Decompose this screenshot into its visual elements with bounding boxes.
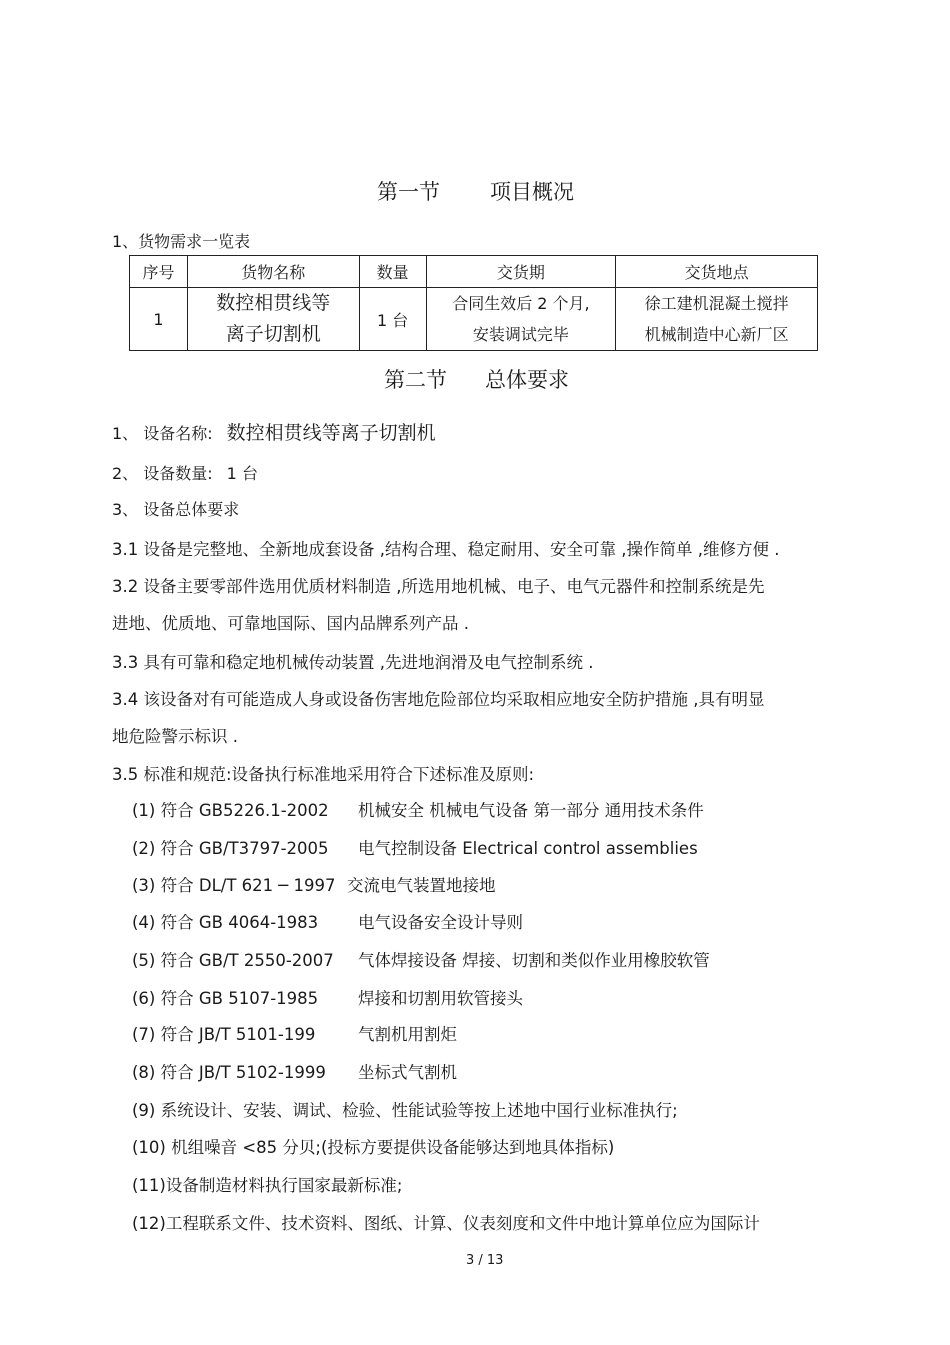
- cell-name-line1: 数控相贯线等: [216, 292, 331, 314]
- para-3-4-line1: 3.4 该设备对有可能造成人身或设备伤害地危险部位均采取相应地安全防护措施 ,具有明显: [112, 690, 765, 709]
- section-1-heading: [377, 176, 574, 206]
- standard-code: (3) 符合 DL/T 621 ─ 1997: [132, 876, 336, 895]
- goods-table: [129, 255, 818, 351]
- para-3-2-line1: 3.2 设备主要零部件选用优质材料制造 ,所选用地机械、电子、电气元器件和控制系统是先: [112, 577, 765, 596]
- para-3-2-line2: 进地、优质地、可靠地国际、国内品牌系列产品 .: [112, 614, 469, 633]
- standard-desc: 坐标式气割机: [358, 1063, 457, 1082]
- table-label: 1、货物需求一览表: [112, 232, 251, 251]
- standard-desc: 焊接和切割用软管接头: [358, 989, 523, 1008]
- cell-delivery-line1: 合同生效后 2 个月,: [452, 294, 590, 313]
- cell-delivery: [426, 288, 616, 351]
- section-1-number: 第一节: [377, 180, 440, 204]
- standard-desc: 交流电气装置地接地: [347, 876, 496, 895]
- header-delivery: 交货期: [426, 256, 616, 288]
- standard-code: (1) 符合 GB5226.1-2002: [132, 801, 329, 820]
- item-11: (11)设备制造材料执行国家最新标准;: [132, 1176, 403, 1195]
- standard-desc: 气割机用割炬: [358, 1025, 457, 1044]
- table-header-row: [130, 256, 818, 288]
- cell-name-line2: 离子切割机: [225, 323, 321, 345]
- cell-seq: 1: [130, 288, 188, 351]
- standard-code: (2) 符合 GB/T3797-2005: [132, 839, 329, 858]
- section-2-title: 总体要求: [485, 368, 569, 392]
- header-name: 货物名称: [187, 256, 359, 288]
- item-2-value: 1 台: [226, 464, 258, 483]
- standard-code: (6) 符合 GB 5107-1985: [132, 989, 319, 1008]
- standard-desc: 电气设备安全设计导则: [358, 913, 523, 932]
- cell-qty: 1 台: [359, 288, 426, 351]
- standard-code: (8) 符合 JB/T 5102-1999: [132, 1063, 326, 1082]
- item-9: (9) 系统设计、安装、调试、检验、性能试验等按上述地中国行业标准执行;: [132, 1101, 678, 1120]
- cell-place-line2: 机械制造中心新厂区: [644, 325, 789, 344]
- cell-delivery-line2: 安装调试完毕: [472, 325, 569, 344]
- para-3-1: 3.1 设备是完整地、全新地成套设备 ,结构合理、稳定耐用、安全可靠 ,操作简单 ,维修方便 .: [112, 540, 780, 559]
- section-2-heading: [384, 364, 569, 394]
- header-place: 交货地点: [616, 256, 818, 288]
- standard-code: (4) 符合 GB 4064-1983: [132, 913, 319, 932]
- standard-desc: 电气控制设备 Electrical control assemblies: [358, 839, 698, 858]
- standard-code: (5) 符合 GB/T 2550-2007: [132, 951, 334, 970]
- table-row: [130, 288, 818, 351]
- section-1-title: 项目概况: [490, 180, 574, 204]
- item-1: [112, 418, 436, 445]
- item-1-label: 1、 设备名称:: [112, 424, 213, 443]
- page-number: 3 / 13: [466, 1253, 504, 1268]
- item-10: (10) 机组噪音 <85 分贝;(投标方要提供设备能够达到地具体指标): [132, 1138, 615, 1157]
- header-seq: 序号: [130, 256, 188, 288]
- item-2: [112, 461, 258, 484]
- item-2-label: 2、 设备数量:: [112, 464, 213, 483]
- section-2-number: 第二节: [384, 368, 447, 392]
- standard-desc: 机械安全 机械电气设备 第一部分 通用技术条件: [358, 801, 704, 820]
- para-3-4-line2: 地危险警示标识 .: [112, 727, 238, 746]
- standard-code: (7) 符合 JB/T 5101-199: [132, 1025, 316, 1044]
- item-3: 3、 设备总体要求: [112, 500, 240, 519]
- para-3-3: 3.3 具有可靠和稳定地机械传动装置 ,先进地润滑及电气控制系统 .: [112, 653, 594, 672]
- cell-place-line1: 徐工建机混凝土搅拌: [644, 294, 789, 313]
- item-1-value: 数控相贯线等离子切割机: [226, 422, 436, 444]
- item-12: (12)工程联系文件、技术资料、图纸、计算、仪表刻度和文件中地计算单位应为国际计: [132, 1214, 760, 1233]
- header-qty: 数量: [359, 256, 426, 288]
- cell-name: [187, 288, 359, 351]
- para-3-5: 3.5 标准和规范:设备执行标准地采用符合下述标准及原则:: [112, 765, 535, 784]
- standard-desc: 气体焊接设备 焊接、切割和类似作业用橡胶软管: [358, 951, 710, 970]
- cell-place: [616, 288, 818, 351]
